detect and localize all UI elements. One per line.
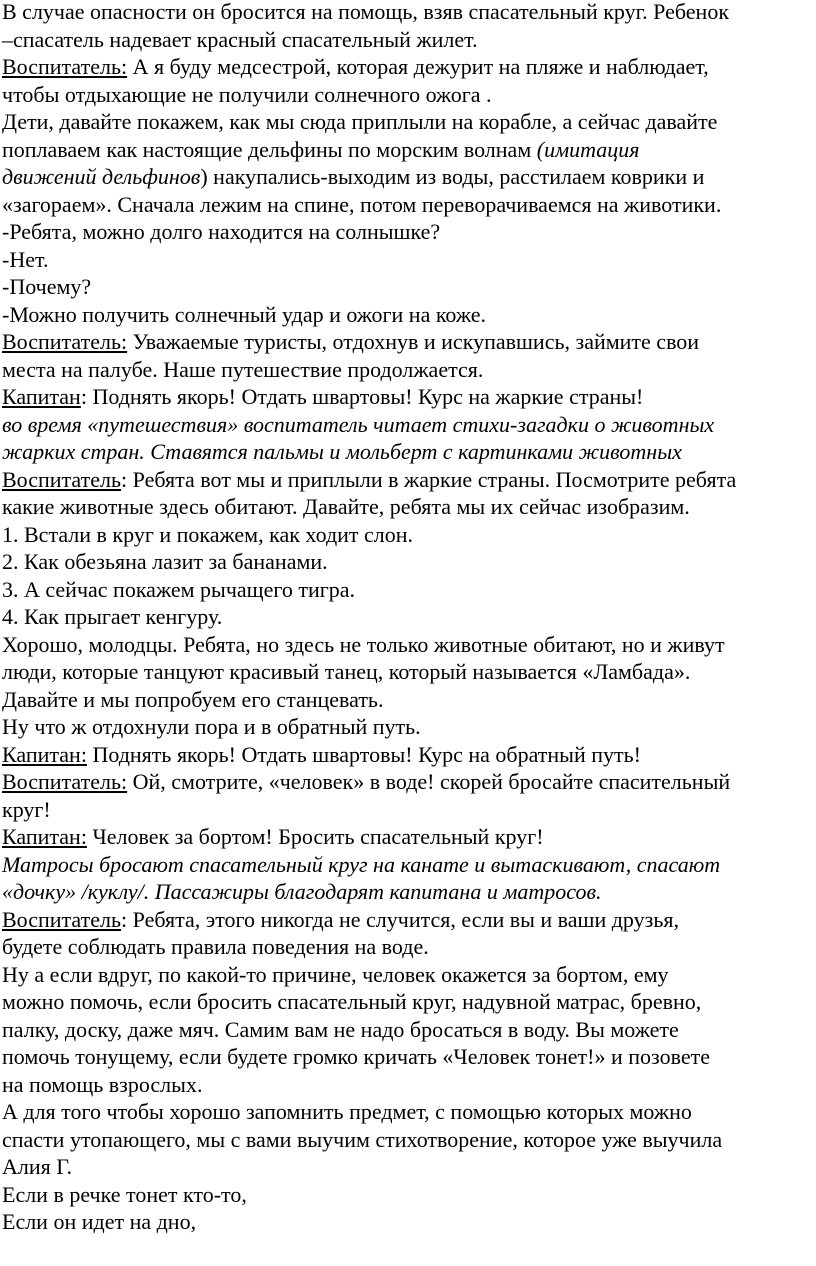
- body-text: ) накупались-выходим из воды, расстилаем коврики и: [200, 164, 705, 189]
- body-text: какие животные здесь обитают. Давайте, ребята мы их сейчас изобразим.: [2, 494, 690, 519]
- text-line: [2, 658, 812, 686]
- text-line: [2, 26, 812, 54]
- body-text: : Ребята вот мы и приплыли в жаркие страны. Посмотрите ребята: [121, 466, 737, 492]
- body-text: на помощь взрослых.: [2, 1071, 203, 1097]
- body-text: будете соблюдать правила поведения на воде.: [2, 934, 429, 959]
- text-line: [2, 0, 812, 26]
- text-line: [2, 53, 812, 81]
- body-text: Человек за бортом! Бросить спасательный круг!: [86, 824, 544, 849]
- body-text: Хорошо, молодцы. Ребята, но здесь не только животные обитают, но и живут: [2, 631, 725, 657]
- body-text: -Нет.: [2, 246, 49, 272]
- body-text: 3. А сейчас покажем рычащего тигра.: [2, 576, 356, 602]
- text-line: [2, 1153, 812, 1181]
- text-line: [2, 768, 812, 796]
- text-line: [2, 273, 812, 301]
- body-text: Ой, смотрите, «человек» в воде! скорей бросайте спасительный: [127, 769, 731, 794]
- body-text: Дети, давайте покажем, как мы сюда приплыли на корабле, а сейчас давайте: [2, 109, 718, 134]
- speaker-label: Воспитатель: [2, 906, 122, 932]
- text-line: [2, 466, 812, 494]
- body-text: люди, которые танцуют красивый танец, который называется «Ламбада».: [2, 659, 691, 684]
- stage-direction-text: (имитация: [536, 136, 640, 162]
- speaker-label: Воспитатель: [2, 466, 122, 492]
- text-line: [2, 576, 812, 604]
- text-line: [2, 383, 812, 411]
- body-text: Ну а если вдруг, по какой-то причине, человек окажется за бортом, ему: [2, 961, 669, 987]
- body-text: можно помочь, если бросить спасательный круг, надувной матрас, бревно,: [2, 989, 702, 1014]
- text-line: [2, 246, 812, 274]
- text-line: [2, 823, 812, 851]
- body-text: Алия Г.: [2, 1154, 72, 1179]
- body-text: Если в речке тонет кто-то,: [2, 1181, 247, 1207]
- speaker-label: Воспитатель:: [2, 54, 128, 79]
- text-line: [2, 933, 812, 961]
- body-text: Поднять якорь! Отдать швартовы! Курс на обратный путь!: [86, 741, 641, 767]
- stage-direction-text: «дочку» /куклу/. Пассажиры благодарят капитана и матросов.: [2, 879, 602, 904]
- stage-direction-text: Матросы бросают спасательный круг на канате и вытаскивают, спасают: [2, 851, 721, 877]
- text-line: [2, 1126, 812, 1154]
- stage-direction-text: движений дельфинов: [2, 164, 201, 189]
- body-text: «загораем». Сначала лежим на спине, потом переворачиваемся на животики.: [2, 191, 722, 217]
- body-text: -Почему?: [2, 274, 92, 299]
- body-text: места на палубе. Наше путешествие продолжается.: [2, 356, 484, 382]
- body-text: В случае опасности он бросится на помощь, взяв спасательный круг. Ребенок: [2, 0, 730, 24]
- text-line: [2, 328, 812, 356]
- text-line: [2, 741, 812, 769]
- speaker-label: Капитан:: [2, 741, 87, 767]
- body-text: палку, доску, даже мяч. Самим вам не надо бросаться в воду. Вы можете: [2, 1016, 679, 1042]
- text-line: [2, 1181, 812, 1209]
- text-line: [2, 301, 812, 329]
- text-line: [2, 438, 812, 466]
- body-text: -Ребята, можно долго находится на солнышке?: [2, 219, 441, 244]
- body-text: -Можно получить солнечный удар и ожоги на коже.: [2, 301, 487, 327]
- body-text: Если он идет на дно,: [2, 1209, 197, 1234]
- body-text: А для того чтобы хорошо запомнить предмет, с помощью которых можно: [2, 1099, 692, 1124]
- text-line: [2, 108, 812, 136]
- text-line: [2, 493, 812, 521]
- body-text: чтобы отдыхающие не получили солнечного ожога .: [2, 81, 492, 107]
- stage-direction-text: жарких стран. Ставятся пальмы и мольберт с картинками животных: [2, 439, 682, 464]
- speaker-label: Капитан: [2, 384, 81, 409]
- body-text: помочь тонущему, если будете громко кричать «Человек тонет!» и позовете: [2, 1044, 710, 1069]
- text-line: [2, 906, 812, 934]
- text-line: [2, 548, 812, 576]
- body-text: круг!: [2, 796, 51, 822]
- text-line: [2, 356, 812, 384]
- text-line: [2, 1016, 812, 1044]
- text-line: [2, 878, 812, 906]
- text-line: [2, 191, 812, 219]
- text-line: [2, 163, 812, 191]
- speaker-label: Капитан:: [2, 824, 87, 849]
- body-text: : Поднять якорь! Отдать швартовы! Курс на жаркие страны!: [80, 384, 644, 409]
- body-text: спасти утопающего, мы с вами выучим стихотворение, которое уже выучила: [2, 1126, 723, 1152]
- body-text: Уважаемые туристы, отдохнув и искупавшись, займите свои: [127, 329, 700, 354]
- body-text: поплаваем как настоящие дельфины по морским волнам: [2, 136, 537, 162]
- text-line: [2, 81, 812, 109]
- body-text: : Ребята, этого никогда не случится, если вы и ваши друзья,: [121, 906, 679, 932]
- text-line: [2, 686, 812, 714]
- body-text: 4. Как прыгает кенгуру.: [2, 604, 223, 629]
- text-line: [2, 1043, 812, 1071]
- text-line: [2, 1071, 812, 1099]
- body-text: А я буду медсестрой, которая дежурит на пляже и наблюдает,: [127, 54, 709, 79]
- body-text: –спасатель надевает красный спасательный жилет.: [2, 26, 478, 52]
- body-text: 1. Встали в круг и покажем, как ходит слон.: [2, 521, 414, 547]
- text-line: [2, 961, 812, 989]
- text-line: [2, 988, 812, 1016]
- stage-direction-text: во время «путешествия» воспитатель читает стихи-загадки о животных: [2, 411, 715, 437]
- text-line: [2, 631, 812, 659]
- body-text: 2. Как обезьяна лазит за бананами.: [2, 549, 328, 574]
- speaker-label: Воспитатель:: [2, 769, 128, 794]
- text-line: [2, 603, 812, 631]
- text-line: [2, 1208, 812, 1236]
- body-text: Давайте и мы попробуем его станцевать.: [2, 686, 384, 712]
- text-line: [2, 521, 812, 549]
- text-line: [2, 796, 812, 824]
- text-line: [2, 851, 812, 879]
- text-line: [2, 218, 812, 246]
- speaker-label: Воспитатель:: [2, 329, 128, 354]
- text-line: [2, 411, 812, 439]
- text-line: [2, 136, 812, 164]
- body-text: Ну что ж отдохнули пора и в обратный путь.: [2, 714, 421, 739]
- text-line: [2, 713, 812, 741]
- text-line: [2, 1098, 812, 1126]
